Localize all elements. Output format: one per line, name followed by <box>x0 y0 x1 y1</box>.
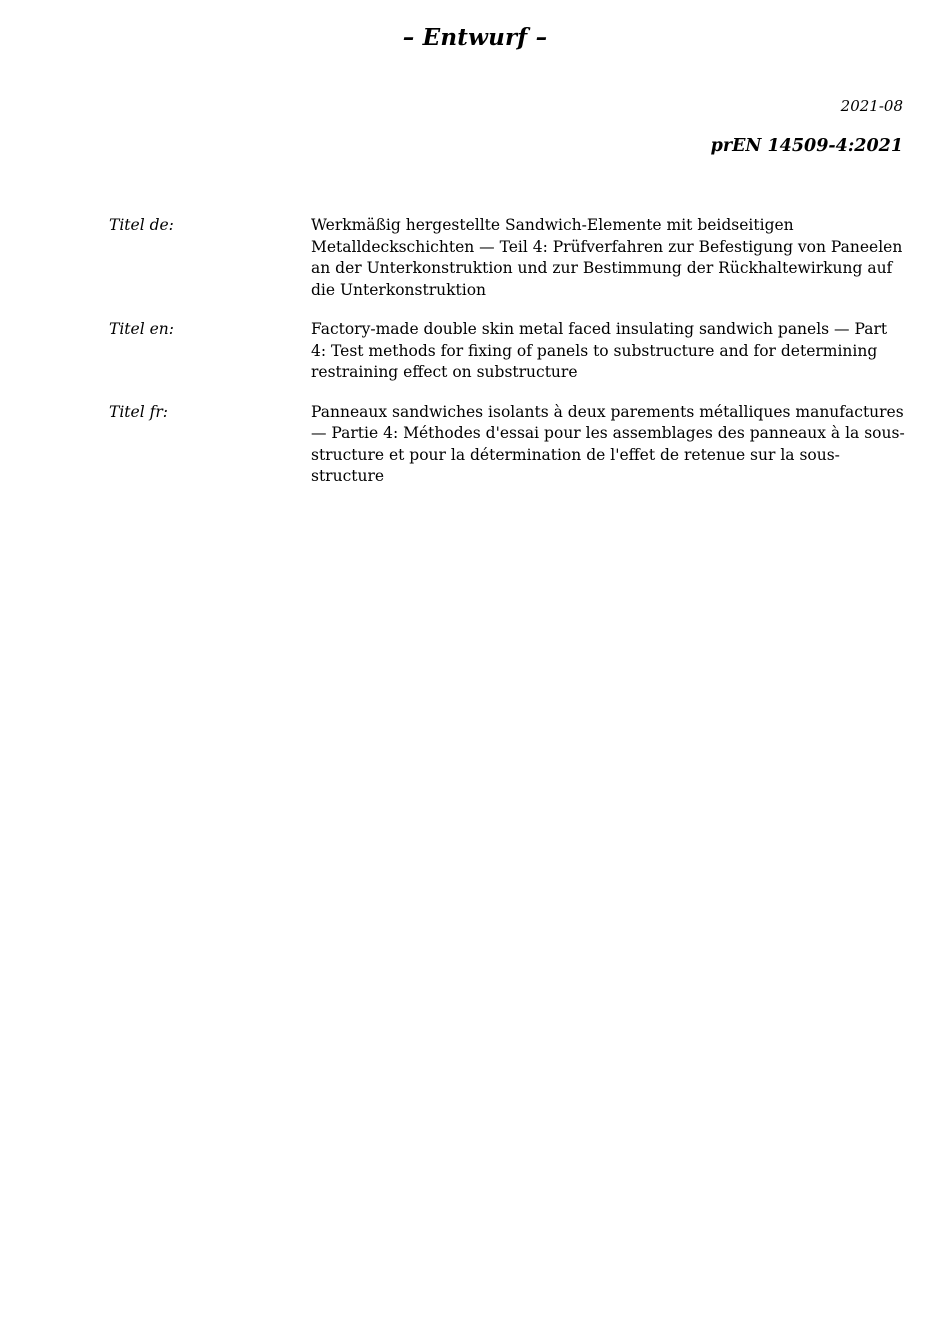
title-row-de <box>109 215 909 301</box>
title-text-de: Werkmäßig hergestellte Sandwich-Elemente mit beidseitigen Metalldeckschichten — Teil 4: Prüfverfahren zur Befestigung von Paneelen an der Unterkonstruktion und zur Bestimmung der Rückhaltewirkung auf die Unterkonstruktion <box>311 216 903 299</box>
titles-block <box>109 215 909 506</box>
document-date: 2021-08 <box>840 97 903 115</box>
draft-label: – Entwurf – <box>402 24 548 51</box>
title-text-en: Factory-made double skin metal faced insulating sandwich panels — Part 4: Test methods for fixing of panels to substructure and for determining restraining effect on substructure <box>311 320 888 381</box>
document-number: prEN 14509-4:2021 <box>710 136 903 156</box>
title-label-de: Titel de: <box>109 216 174 234</box>
title-text-fr: Panneaux sandwiches isolants à deux parements métalliques manufactures — Partie 4: Méthodes d'essai pour les assemblages des panneaux à la sous-structure et pour la détermination de l'effet de retenue sur la sous-structure <box>311 402 905 485</box>
title-row-en <box>109 319 909 384</box>
title-label-fr: Titel fr: <box>109 402 168 421</box>
title-label-en: Titel en: <box>109 320 174 338</box>
title-row-fr <box>109 402 909 488</box>
